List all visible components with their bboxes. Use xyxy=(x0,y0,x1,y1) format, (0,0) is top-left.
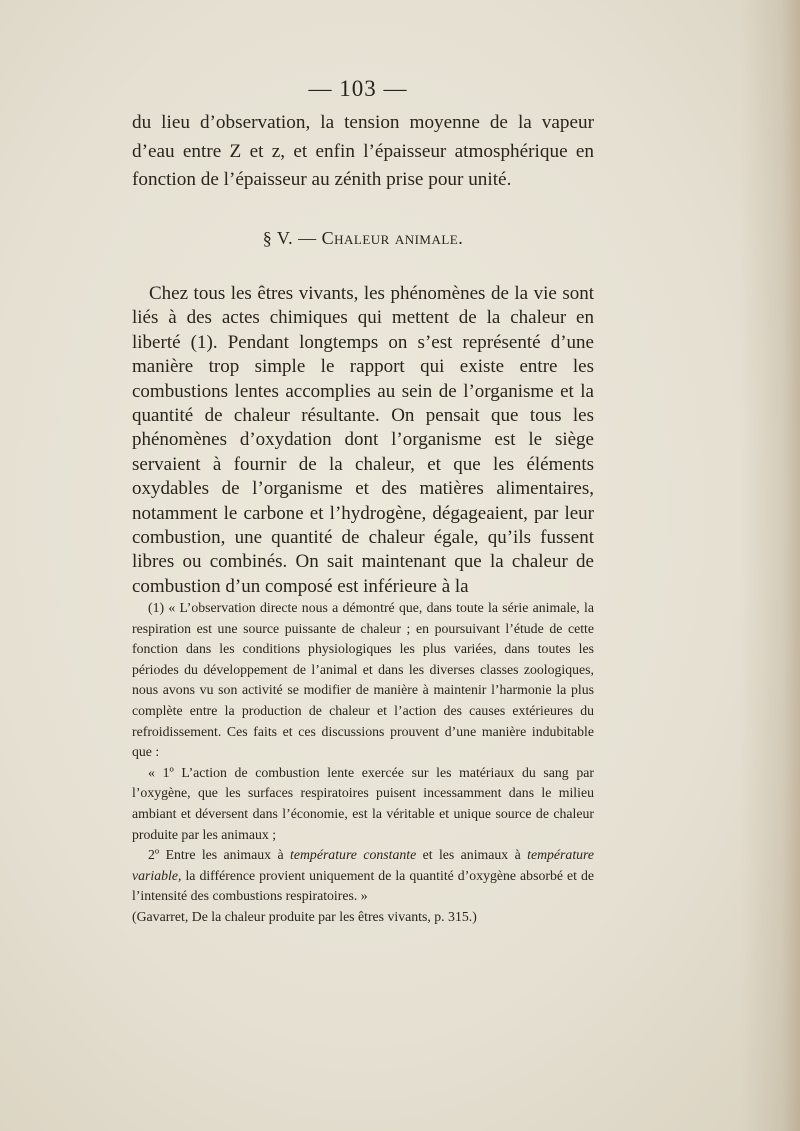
footnote-point-2-start: 2º Entre les animaux à xyxy=(148,847,284,863)
continuation-paragraph xyxy=(132,109,594,195)
main-paragraph xyxy=(132,282,594,599)
footnote-point-2-italic-a: température constante xyxy=(290,847,417,863)
section-number: § V. — xyxy=(262,228,317,248)
footnote-intro: (1) « L’observation directe nous a démontré que, dans toute la série animale, la respiration est une source puissante de chaleur ; en poursuivant l’étude de cette fonction dans les conditions physiologiques les plus variées, dans toutes les périodes du développement de l’animal et dans les diverses classes zoologiques, nous avons vu son activité se modifier de manière à maintenir l’harmonie la plus complète entre la production de chaleur et l’action des causes extérieures du refroidissement. Ces faits et ces discussions prouvent d’une manière indubitable que : xyxy=(132,600,594,760)
footnote-point-1: « 1º L’action de combustion lente exercée sur les matériaux du sang par l’oxygène, que les surfaces respiratoires puisent incessamment dans le milieu ambiant et déversent dans l’économie, est la véritable et unique source de chaleur produite par les animaux ; xyxy=(132,764,594,842)
main-paragraph-text: Chez tous les êtres vivants, les phénomènes de la vie sont liés à des actes chimiques qui mettent de la chaleur en liberté (1). Pendant longtemps on s’est représenté d’une manière trop simple le rapport qui existe entre les combustions lentes accomplies au sein de l’organisme et la quantité de chaleur résultante. On pensait que tous les phénomènes d’oxydation dont l’organisme est le siège servaient à fournir de la chaleur, et que les éléments oxydables de l’organisme et des matières alimentaires, notamment le carbone et l’hydrogène, dégageaient, par leur combustion, une quantité de chaleur égale, qu’ils fussent libres ou combinés. On sait maintenant que la chaleur de combustion d’un composé est inférieure à la xyxy=(132,283,594,597)
section-heading xyxy=(132,228,594,249)
footnote xyxy=(132,598,594,928)
footnote-citation: (Gavarret, De la chaleur produite par les êtres vivants, p. 315.) xyxy=(132,908,477,924)
continuation-text: du lieu d’observation, la tension moyenne de la vapeur d’eau entre Z et z, et enfin l’épaisseur atmosphérique en fonction de l’épaisseur au zénith prise pour unité. xyxy=(132,112,594,191)
page-number: — 103 — xyxy=(308,76,408,101)
footnote-point-2-end: la différence provient uniquement de la quantité d’oxygène absorbé et de l’intensité des combustions respiratoires. » xyxy=(132,867,594,904)
footnote-point-2 xyxy=(132,845,594,907)
section-title: Chaleur animale. xyxy=(321,228,464,248)
page-edge-shadow xyxy=(740,0,800,1131)
footnote-point-2-mid: et les animaux à xyxy=(422,847,521,863)
footnote-point-2-italic-b: température variable, xyxy=(132,847,595,883)
